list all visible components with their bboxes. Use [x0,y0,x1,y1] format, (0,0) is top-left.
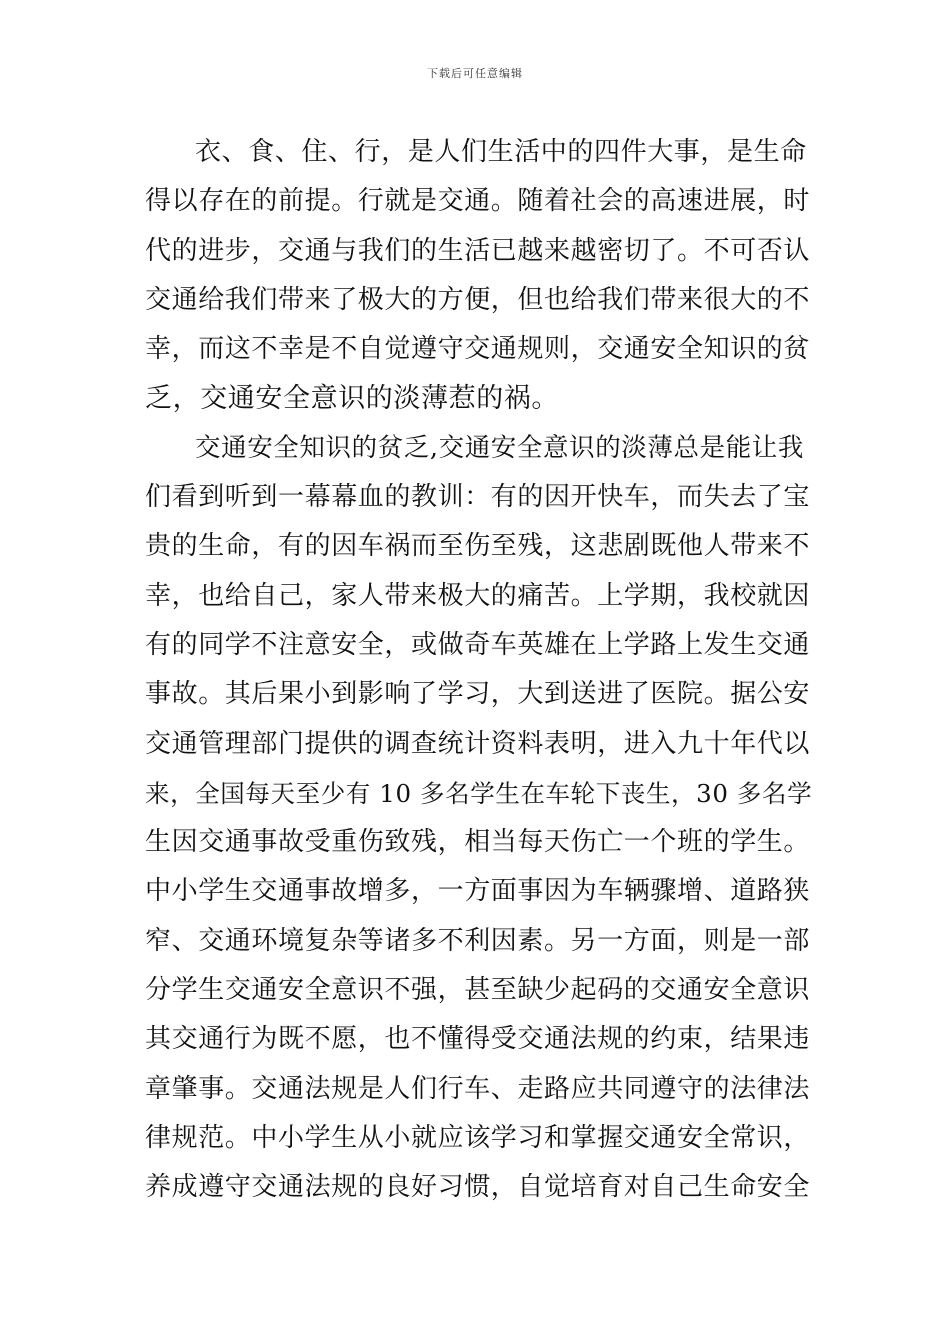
paragraph-1-line: 交通给我们带来了极大的方便，但也给我们带来很大的不 [145,284,811,315]
paragraph-2-line: 其交通行为既不愿，也不懂得受交通法规的约束，结果违 [145,1024,811,1055]
paragraph-2-line: 贵的生命，有的因车祸而至伤至残，这悲剧既他人带来不 [145,531,811,562]
paragraph-2-line: 交通管理部门提供的调查统计资料表明，进入九十年代以 [145,728,811,759]
paragraph-2-line: 事故。其后果小到影响了学习，大到送进了医院。据公安 [145,679,811,710]
paragraph-2-line: 窄、交通环境复杂等诸多不利因素。另一方面，则是一部 [145,925,811,956]
paragraph-1-line: 乏，交通安全意识的淡薄惹的祸。 [145,383,559,415]
paragraph-1-line: 得以存在的前提。行就是交通。随着社会的高速进展，时 [145,186,811,217]
paragraph-2-line: 交通安全知识的贫乏,交通安全意识的淡薄总是能让我 [195,432,805,463]
paragraph-2-line: 律规范。中小学生从小就应该学习和掌握交通安全常识， [145,1122,811,1153]
paragraph-2-line: 中小学生交通事故增多，一方面事因为车辆骤增、道路狭 [145,876,811,907]
paragraph-2-line: 来，全国每天至少有 10 多名学生在车轮下丧生，30 多名学 [145,778,813,808]
paragraph-1-line: 幸，而这不幸是不自觉遵守交通规则，交通安全知识的贫 [145,334,811,365]
paragraph-2-line: 章肇事。交通法规是人们行车、走路应共同遵守的法律法 [145,1073,811,1104]
paragraph-2-line: 幸，也给自己，家人带来极大的痛苦。上学期，我校就因 [145,580,811,611]
paragraph-2-line: 养成遵守交通法规的良好习惯，自觉培育对自己生命安全 [145,1172,811,1203]
paragraph-2-line: 们看到听到一幕幕血的教训：有的因开快车，而失去了宝 [145,482,811,513]
paragraph-2-line: 有的同学不注意安全，或做奇车英雄在上学路上发生交通 [145,629,811,660]
paragraph-1-line: 代的进步，交通与我们的生活已越来越密切了。不可否认 [145,235,811,266]
body-text [145,128,815,1213]
paragraph-2-line: 分学生交通安全意识不强，甚至缺少起码的交通安全意识 [145,975,811,1006]
paragraph-1-line: 衣、食、住、行，是人们生活中的四件大事，是生命 [195,137,807,167]
page-header: 下载后可任意编辑 [427,67,523,80]
paragraph-2-line: 生因交通事故受重伤致残，相当每天伤亡一个班的学生。 [145,827,811,858]
